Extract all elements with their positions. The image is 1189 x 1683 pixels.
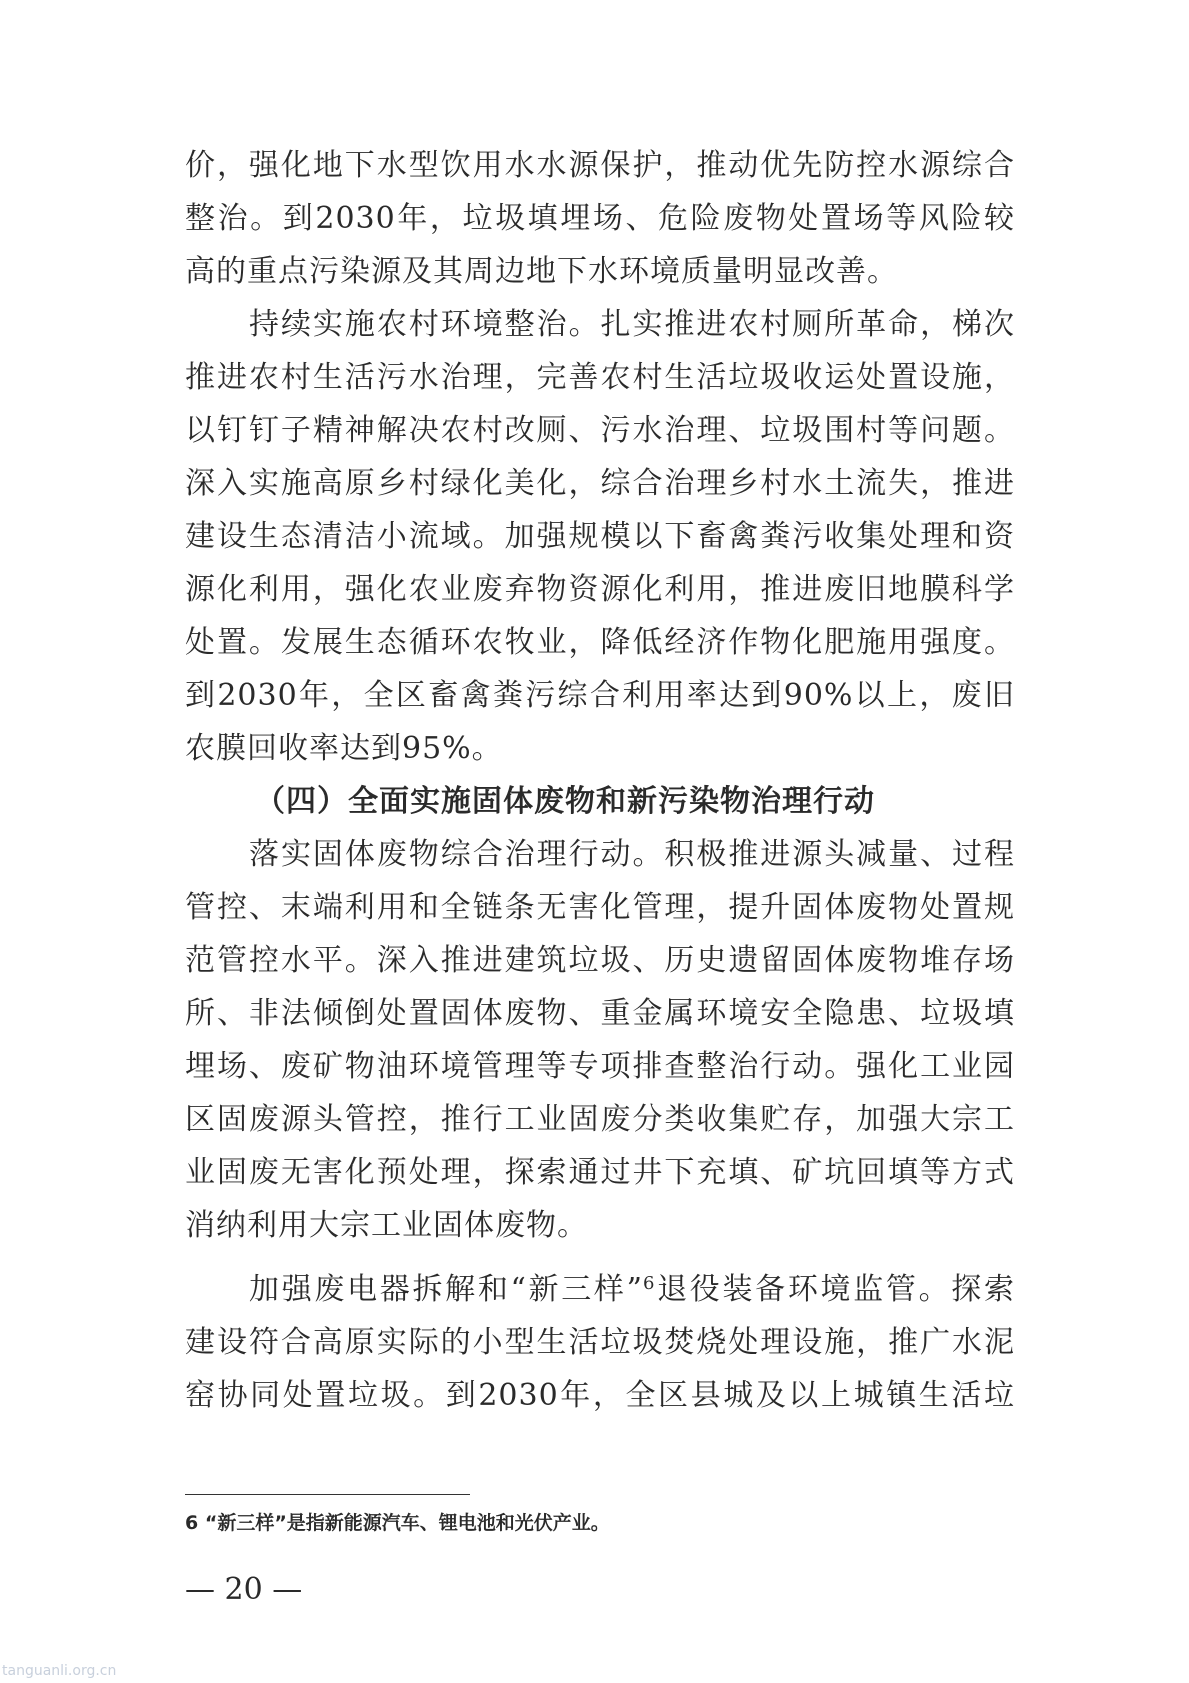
- paragraph-line-with-footnote: [249, 1270, 1015, 1310]
- paragraph-line: 整治。到2030年，垃圾填埋场、危险废物处置场等风险较: [185, 201, 1015, 236]
- paragraph-line: 深入实施高原乡村绿化美化，综合治理乡村水土流失，推进: [185, 466, 1015, 501]
- paragraph-line: 处置。发展生态循环农牧业，降低经济作物化肥施用强度。: [185, 625, 1015, 660]
- paragraph-line: 价，强化地下水型饮用水水源保护，推动优先防控水源综合: [185, 148, 1015, 183]
- page-number: — 20 —: [185, 1572, 303, 1607]
- footnote-divider: [185, 1494, 470, 1495]
- paragraph-text: 加强废电器拆解和“新三样”: [249, 1272, 643, 1307]
- paragraph-line: 落实固体废物综合治理行动。积极推进源头减量、过程: [249, 837, 1015, 872]
- section-heading: （四）全面实施固体废物和新污染物治理行动: [255, 784, 875, 819]
- paragraph-line: 窑协同处置垃圾。到2030年，全区县城及以上城镇生活垃: [185, 1378, 1015, 1413]
- paragraph-text: 退役装备环境监管。探索: [655, 1272, 1015, 1307]
- paragraph-line: 推进农村生活污水治理，完善农村生活垃圾收运处置设施，: [185, 360, 1015, 395]
- paragraph-line: 源化利用，强化农业废弃物资源化利用，推进废旧地膜科学: [185, 572, 1015, 607]
- paragraph-line: 范管控水平。深入推进建筑垃圾、历史遗留固体废物堆存场: [185, 943, 1015, 978]
- paragraph-line: 农膜回收率达到95%。: [185, 731, 503, 766]
- paragraph-line: 持续实施农村环境整治。扎实推进农村厕所革命，梯次: [249, 307, 1015, 342]
- footnote: 6 “新三样”是指新能源汽车、锂电池和光伏产业。: [185, 1512, 610, 1534]
- paragraph-line: 消纳利用大宗工业固体废物。: [185, 1208, 588, 1243]
- watermark: tanguanli.org.cn: [2, 1663, 117, 1679]
- paragraph-line: 以钉钉子精神解决农村改厕、污水治理、垃圾围村等问题。: [185, 413, 1015, 448]
- footnote-marker[interactable]: 6: [642, 1273, 656, 1294]
- paragraph-line: 埋场、废矿物油环境管理等专项排查整治行动。强化工业园: [185, 1049, 1015, 1084]
- paragraph-line: 到2030年，全区畜禽粪污综合利用率达到90%以上，废旧: [185, 678, 1015, 713]
- paragraph-line: 管控、末端利用和全链条无害化管理，提升固体废物处置规: [185, 890, 1015, 925]
- paragraph-line: 建设生态清洁小流域。加强规模以下畜禽粪污收集处理和资: [185, 519, 1015, 554]
- paragraph-line: 业固废无害化预处理，探索通过井下充填、矿坑回填等方式: [185, 1155, 1015, 1190]
- paragraph-line: 所、非法倾倒处置固体废物、重金属环境安全隐患、垃圾填: [185, 996, 1015, 1031]
- paragraph-line: 区固废源头管控，推行工业固废分类收集贮存，加强大宗工: [185, 1102, 1015, 1137]
- paragraph-line: 建设符合高原实际的小型生活垃圾焚烧处理设施，推广水泥: [185, 1325, 1015, 1360]
- paragraph-line: 高的重点污染源及其周边地下水环境质量明显改善。: [185, 254, 898, 289]
